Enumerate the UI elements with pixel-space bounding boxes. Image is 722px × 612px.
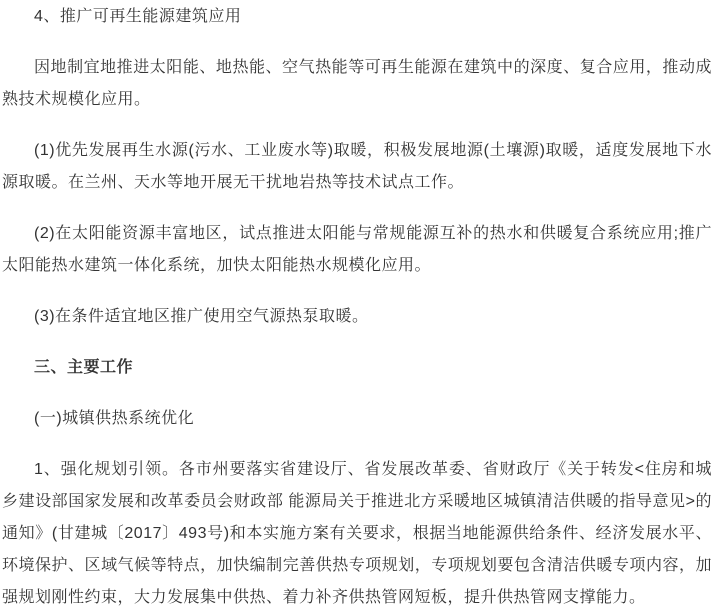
paragraph-renewable-intro: 因地制宜地推进太阳能、地热能、空气热能等可再生能源在建筑中的深度、复合应用，推动成熟技术规模化应用。 [2, 59, 712, 108]
heading-main-tasks: 三、主要工作 [34, 359, 134, 376]
subheading-urban-heating-optimization: (一)城镇供热系统优化 [34, 410, 195, 427]
paragraph-point-2-solar: (2)在太阳能资源丰富地区，试点推进太阳能与常规能源互补的热水和供暖复合系统应用;推广太阳能热水建筑一体化系统，加快太阳能热水规模化应用。 [2, 225, 712, 274]
paragraph-planning-guidance: 1、强化规划引领。各市州要落实省建设厅、省发展改革委、省财政厅《关于转发<住房和城乡建设部国家发展和改革委员会财政部 能源局关于推进北方采暖地区城镇清洁供暖的指导意见>的通知》(甘建城〔2017〕493号)和本实施方案有关要求，根据当地能源供给条件、经济发展水平、环境保护、区域气候等特点，加快编制完善供热专项规划，专项规划要包含清洁供暖专项内容，加强规划刚性约束，大力发展集中供热、着力补齐供热管网短板，提升供热管网支撑能力。 [2, 461, 712, 606]
paragraph-point-3-air-source: (3)在条件适宜地区推广使用空气源热泵取暖。 [34, 308, 369, 325]
paragraph-point-1-water-source: (1)优先发展再生水源(污水、工业废水等)取暖，积极发展地源(土壤源)取暖，适度发展地下水源取暖。在兰州、天水等地开展无干扰地岩热等技术试点工作。 [2, 142, 712, 191]
section-item-title: 4、推广可再生能源建筑应用 [34, 8, 242, 25]
